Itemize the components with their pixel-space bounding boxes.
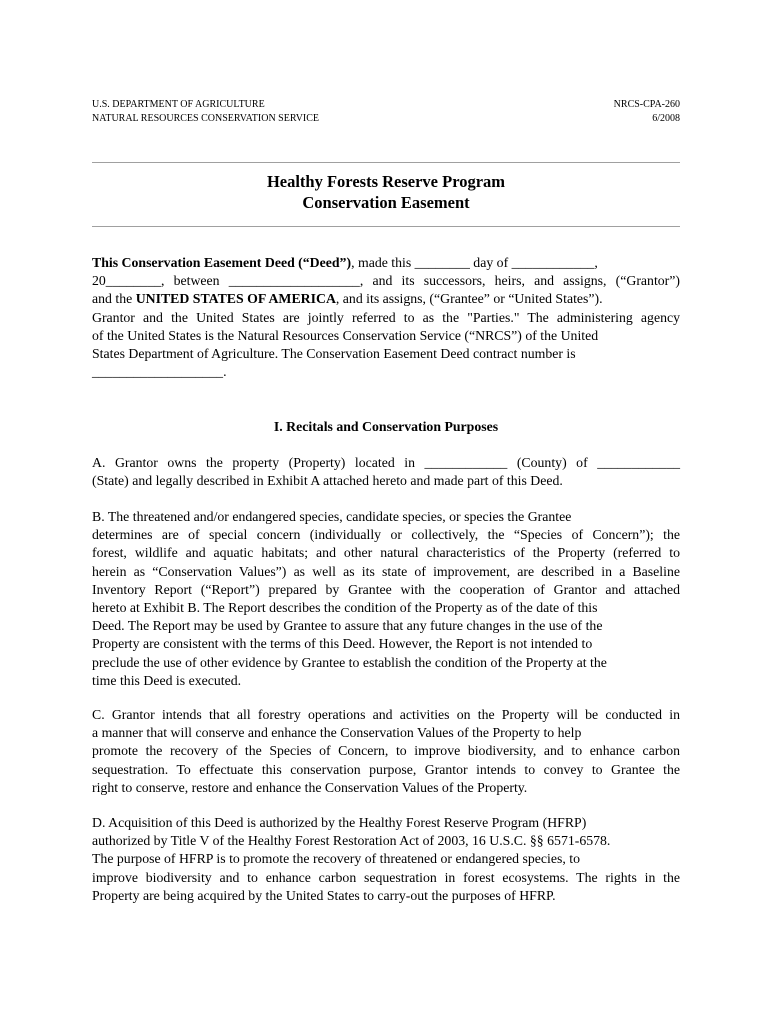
intro-line: ___________________. [92, 364, 227, 380]
paragraph-line: The purpose of HFRP is to promote the recovery of threatened or endangered species, to [92, 851, 580, 867]
paragraph-line: right to conserve, restore and enhance the Conservation Values of the Property. [92, 779, 528, 795]
paragraph-b [92, 508, 680, 690]
paragraph-line: sequestration. To effectuate this conservation purpose, Grantor intends to convey to Grantee the [92, 761, 680, 777]
intro-paragraph [92, 254, 680, 381]
paragraph-line: authorized by Title V of the Healthy Forest Restoration Act of 2003, 16 U.S.C. §§ 6571-6578. [92, 833, 611, 849]
paragraph-line: Property are consistent with the terms of this Deed. However, the Report is not intended to [92, 636, 593, 652]
paragraph-line: determines are of special concern (individually or collectively, the “Species of Concern”); the [92, 527, 680, 543]
paragraph-line: improve biodiversity and to enhance carbon sequestration in forest ecosystems. The rights in the [92, 869, 680, 885]
paragraph-line: forest, wildlife and aquatic habitats; and other natural characteristics of the Property (referred to [92, 545, 680, 561]
intro-line: 20________, between ___________________, and its successors, heirs, and assigns, (“Grantor”) [92, 273, 680, 289]
paragraph-line: D. Acquisition of this Deed is authorized by the Healthy Forest Reserve Program (HFRP) [92, 815, 587, 830]
document-title [92, 171, 680, 213]
intro-line-text: , made this ________ day of ____________, [351, 255, 598, 270]
intro-line-text: , and its assigns, (“Grantee” or “United States”). [335, 291, 603, 307]
title-line-program: Healthy Forests Reserve Program [266, 172, 506, 191]
paragraph-c [92, 706, 680, 797]
deed-name-bold: This Conservation Easement Deed (“Deed”) [92, 255, 352, 270]
paragraph-line: B. The threatened and/or endangered species, candidate species, or species the Grantee [92, 509, 572, 524]
section-heading: I. Recitals and Conservation Purposes [273, 419, 499, 434]
intro-line-text: and the [92, 291, 136, 307]
paragraph-line: A. Grantor owns the property (Property) located in ____________ (County) of ____________ [92, 455, 680, 470]
form-id-header [560, 98, 680, 126]
form-date: 6/2008 [652, 113, 680, 124]
paragraph-line: Deed. The Report may be used by Grantee to assure that any future changes in the use of the [92, 618, 603, 634]
paragraph-line: C. Grantor intends that all forestry operations and activities on the Property will be conducted in [92, 707, 680, 722]
paragraph-line: Property are being acquired by the United States to carry-out the purposes of HFRP. [92, 887, 556, 903]
paragraph-line: (State) and legally described in Exhibit A attached hereto and made part of this Deed. [92, 473, 563, 489]
agency-line-nrcs: NATURAL RESOURCES CONSERVATION SERVICE [92, 113, 320, 124]
paragraph-line: time this Deed is executed. [92, 672, 242, 688]
paragraph-line: preclude the use of other evidence by Grantee to establish the condition of the Property at the [92, 654, 607, 670]
paragraph-line: a manner that will conserve and enhance the Conservation Values of the Property to help [92, 725, 582, 741]
title-divider-bottom [92, 226, 680, 227]
paragraph-line: hereto at Exhibit B. The Report describes the condition of the Property as of the date of this [92, 600, 598, 616]
agency-header [92, 98, 319, 126]
intro-line [92, 290, 680, 308]
paragraph-line: promote the recovery of the Species of Concern, to improve biodiversity, and to enhance carbon [92, 743, 680, 759]
title-divider-top [92, 162, 680, 163]
paragraph-d [92, 814, 680, 905]
agency-line-usda: U.S. DEPARTMENT OF AGRICULTURE [92, 99, 265, 110]
form-number: NRCS-CPA-260 [613, 99, 680, 110]
intro-line: Grantor and the United States are jointly referred to as the "Parties." The administering agency [92, 309, 680, 325]
grantee-name-bold: UNITED STATES OF AMERICA [135, 291, 336, 307]
title-line-easement: Conservation Easement [302, 193, 470, 212]
paragraph-line: herein as “Conservation Values”) as well as its state of improvement, are described in a Baseline [92, 563, 680, 579]
intro-line [92, 254, 680, 272]
intro-line: States Department of Agriculture. The Conservation Easement Deed contract number is [92, 346, 576, 362]
intro-line: of the United States is the Natural Resources Conservation Service (“NRCS”) of the United [92, 327, 599, 343]
paragraph-line: Inventory Report (“Report”) prepared by Grantee with the cooperation of Grantor and attached [92, 581, 680, 597]
paragraph-a [92, 454, 680, 490]
